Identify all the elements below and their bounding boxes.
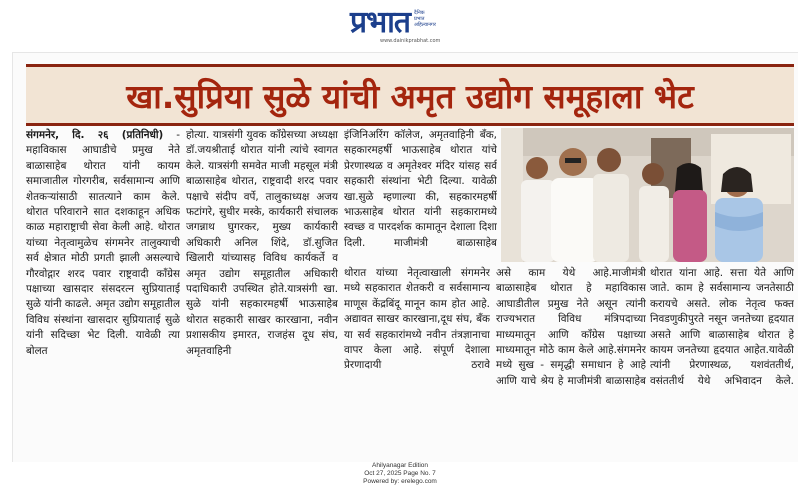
article-column-1 xyxy=(26,128,180,448)
article-text: थोरात यांच्या नेतृत्वाखाली संगमनेर मध्ये सहकारात शेतकरी व सर्वसामान्य माणूस केंद्रबिंदू मानून काम होत आहे. अद्यावत साखर कारखाना,दूध संघ, बँक या सर्व सहकारांमध्ये नवीन तंत्रज्ञानाचा वापर केला आहे. संपूर्ण देशाला प्रेरणादायी ठरावे xyxy=(344,267,490,372)
powered-by: Powered by: erelego.com xyxy=(363,478,437,485)
photo-illustration xyxy=(501,128,794,262)
article-text: असे काम येथे आहे.माजीमंत्री बाळासाहेब थोरात हे महाविकास आघाडीतील प्रमुख नेते असून त्यांनी राज्यभरात विविध मंत्रिपदाच्या माध्यमातून आणि काँग्रेस पक्षाच्या माध्यमातून मोठे काम केले आहे.संगमनेर मध्ये सुख - समृद्धी समाधान हे आहे आणि याचे श्रेय हे माजीमंत्री बाळासाहेब xyxy=(496,267,646,387)
logo-tagline: दैनिक प्रभात अहिल्यानगर xyxy=(414,10,436,28)
article-text: इंजिनिअरिंग कॉलेज, अमृतवाहिनी बँक, सहकारमहर्षी भाऊसाहेब थोरात यांचे प्रेरणास्थळ व अमृतेश्वर मंदिर यांसह सर्व सहकारी संस्थांना भेटी दिल्या. यावेळी खा.सुळे म्हणाल्या की, सहकारमहर्षी भाऊसाहेब थोरात यांनी सहकारामध्ये स्वच्छ व पारदर्शक कामातून देशाला दिशा दिली. माजीमंत्री बाळासाहेब xyxy=(344,129,497,249)
article-photo xyxy=(501,128,794,262)
article-text: होत्या. यात्रसंगी युवक काँग्रेसच्या अध्यक्षा डॉ.जयश्रीताई थोरात यांनी त्यांचे स्वागत केले. यात्रसंगी समवेत माजी महसूल मंत्री बाळासाहेब थोरात, राष्ट्रवादी शरद पवार पक्षाचे संदीप वर्पे, तालुकाध्यक्ष अजय फटांगरे, सुधीर मस्के, कार्यकारी संचालक जगन्नाथ घुगरकर, मुख्य कार्यकारी अधिकारी अनिल शिंदे, डॉ.सुजित खिलारी यांच्यासह विविध कार्यकर्ते व अमृत उद्योग समूहातील अधिकारी पदाधिकारी उपस्थित होते.यात्रसंगी खा. सुळे यांनी सहकारमहर्षी भाऊसाहेब थोरात सहकारी साखर कारखाना, नवीन प्रशासकीय इमारत, राजहंस दूध संघ, अमृतवाहिनी xyxy=(186,129,338,357)
logo-text: प्रभात xyxy=(350,5,411,40)
logo-url: www.dainikprabhat.com xyxy=(380,38,441,44)
edition-footer xyxy=(0,462,800,486)
masthead xyxy=(0,0,800,50)
headline-banner xyxy=(26,64,794,126)
article-text: थोरात यांना आहे. सत्ता येते आणि जाते. काम हे सर्वसामान्य जनतेसाठी करायचे असते. लोक नेतृत्व फक्त निवडणुकीपुरते नसून जनतेच्या हृदयात असते आणि बाळासाहेब थोरात हे कायम जनतेच्या हृदयात आहेत.यावेळी त्यांनी प्रेरणास्थळ, यशवंततीर्थ, वसंततीर्थ येथे अभिवादन केले. xyxy=(650,267,794,387)
page-info: Oct 27, 2025 Page No. 7 xyxy=(364,470,436,477)
article-text: - महाविकास आघाडीचे प्रमुख नेते बाळासाहेब थोरात यांनी कायम समाजातील गोरगरीब, सर्वसामान्य आणि शेतकऱ्यांसाठी सातत्याने काम केले. थोरात परिवाराने सात दशकाहून अधिक काळ महाराष्ट्राची सेवा केली आहे. थोरात यांच्या नेतृत्वामुळेच संगमनेर तालुक्याची सर्व क्षेत्रात मोठी प्रगती झाली असल्याचे गौरवोद्गार शरद पवार राष्ट्रवादी काँग्रेस पक्षाच्या खासदार संसदरत्न सुप्रियाताई सुळे यांनी काढले. अमृत उद्योग समूहातील विविध संस्थांना खासदार सुप्रियाताई सुळे यांनी सदिच्छा भेट दिली. यावेळी त्या बोलत xyxy=(26,129,180,357)
edition-name: Ahilyanagar Edition xyxy=(371,462,428,469)
dateline: संगमनेर, दि. २६ (प्रतिनिधी) xyxy=(26,129,164,141)
article-column-6 xyxy=(650,266,794,448)
article-column-2 xyxy=(186,128,338,448)
newspaper-logo xyxy=(350,6,436,40)
article-column-4 xyxy=(344,266,490,448)
article-column-3 xyxy=(344,128,497,264)
article-column-5 xyxy=(496,266,646,448)
headline: खा.सुप्रिया सुळे यांची अमृत उद्योग समूहाला भेट xyxy=(126,76,694,116)
